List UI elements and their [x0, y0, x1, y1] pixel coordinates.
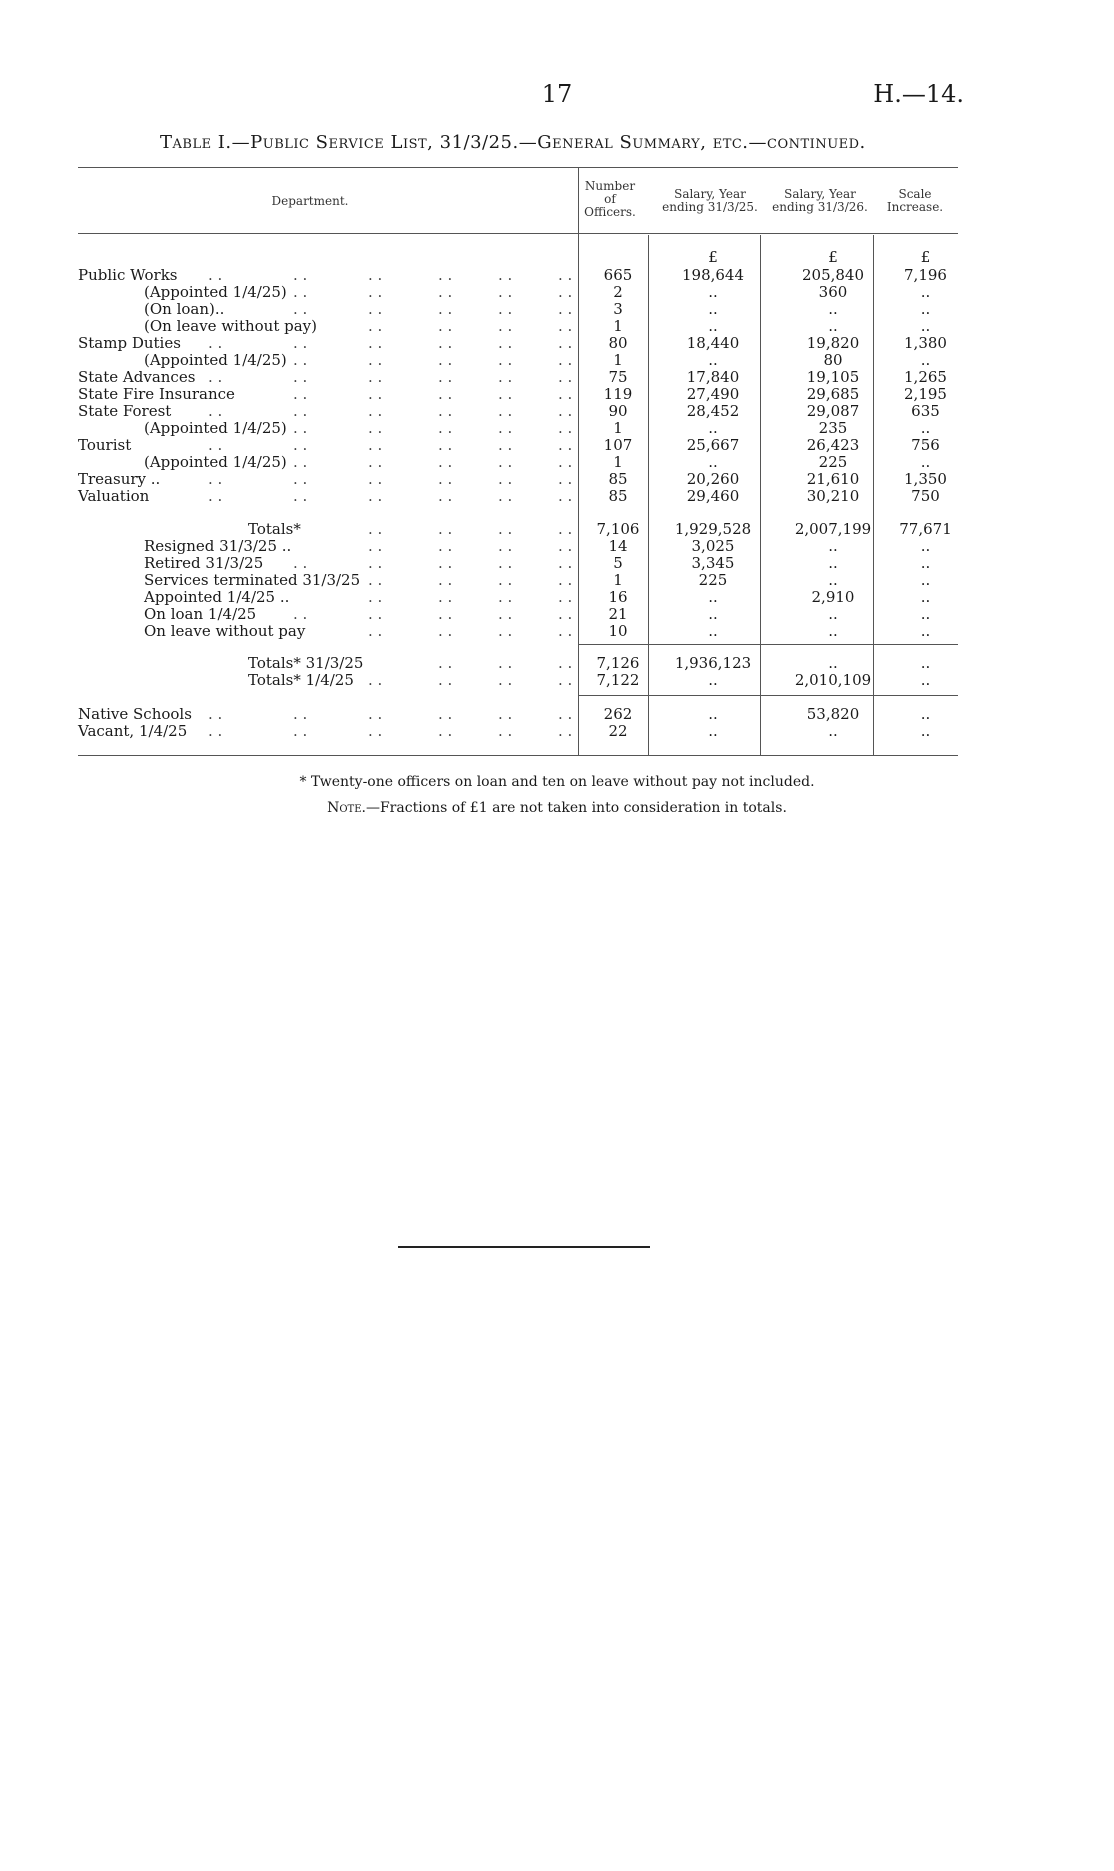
- scale-increase-cell: ..: [920, 537, 931, 555]
- salary-1926-cell: 29,087: [806, 402, 860, 420]
- salary-1925-cell: 225: [698, 571, 728, 589]
- leader-dot: . .: [558, 368, 573, 386]
- unit-salary-1925: £: [708, 248, 718, 266]
- leader-dot: . .: [498, 605, 513, 623]
- leader-dot: . .: [438, 317, 453, 335]
- scale-increase-cell: 7,196: [904, 266, 947, 284]
- leader-dot: . .: [293, 266, 308, 284]
- leader-dot: . .: [558, 571, 573, 589]
- officers-cell: 119: [603, 385, 633, 403]
- leader-dot: . .: [438, 571, 453, 589]
- officers-cell: 3: [613, 300, 623, 318]
- leader-dot: . .: [368, 368, 383, 386]
- officers-cell: 7,106: [596, 520, 640, 538]
- row-label: (Appointed 1/4/25): [144, 419, 287, 437]
- scale-increase-cell: 635: [911, 402, 940, 420]
- leader-dot: . .: [368, 351, 383, 369]
- header-department: Department.: [271, 194, 349, 208]
- row-label: State Fire Insurance: [78, 385, 235, 403]
- salary-1925-cell: 29,460: [686, 487, 740, 505]
- officers-cell: 10: [608, 622, 628, 640]
- salary-1926-cell: ..: [828, 537, 838, 555]
- scale-increase-cell: ..: [920, 571, 931, 589]
- leader-dot: . .: [498, 317, 513, 335]
- leader-dot: . .: [208, 470, 223, 488]
- leader-dot: . .: [558, 402, 573, 420]
- salary-1926-cell: 235: [818, 419, 848, 437]
- salary-1926-cell: 26,423: [806, 436, 860, 454]
- salary-1926-cell: ..: [828, 622, 838, 640]
- leader-dot: . .: [438, 385, 453, 403]
- salary-1925-cell: ..: [708, 722, 718, 740]
- leader-dot: . .: [293, 334, 308, 352]
- leader-dot: . .: [293, 283, 308, 301]
- leader-dot: . .: [368, 300, 383, 318]
- totals-rule: [578, 644, 958, 645]
- leader-dot: . .: [498, 402, 513, 420]
- unit-salary-1926: £: [828, 248, 838, 266]
- salary-1926-cell: 2,010,109: [794, 671, 872, 689]
- row-label: State Forest: [78, 402, 172, 420]
- leader-dot: . .: [293, 300, 308, 318]
- leader-dot: . .: [558, 300, 573, 318]
- leader-dot: . .: [438, 722, 453, 740]
- row-label: Stamp Duties: [78, 334, 181, 352]
- leader-dot: . .: [498, 588, 513, 606]
- row-label: On loan 1/4/25: [144, 605, 257, 623]
- salary-1925-cell: ..: [708, 705, 718, 723]
- table-top-rule: [78, 167, 958, 168]
- salary-1926-cell: 30,210: [806, 487, 860, 505]
- leader-dot: . .: [293, 402, 308, 420]
- salary-1925-cell: 198,644: [681, 266, 745, 284]
- leader-dot: . .: [368, 402, 383, 420]
- scale-increase-cell: 1,350: [904, 470, 947, 488]
- row-label: Services terminated 31/3/25: [144, 571, 361, 589]
- officers-cell: 90: [608, 402, 628, 420]
- col-divider-1: [578, 167, 579, 755]
- leader-dot: . .: [293, 470, 308, 488]
- leader-dot: . .: [498, 571, 513, 589]
- header-scale-increase: Scale Increase.: [886, 187, 944, 214]
- leader-dot: . .: [368, 571, 383, 589]
- scale-increase-cell: ..: [920, 554, 931, 572]
- row-label: (Appointed 1/4/25): [144, 453, 287, 471]
- salary-1925-cell: 1,929,528: [674, 520, 752, 538]
- leader-dot: . .: [558, 351, 573, 369]
- scale-increase-cell: 1,265: [904, 368, 947, 386]
- scale-increase-cell: ..: [920, 419, 931, 437]
- totals-bottom-rule: [578, 695, 958, 696]
- leader-dot: . .: [293, 722, 308, 740]
- leader-dot: . .: [498, 554, 513, 572]
- officers-cell: 2: [613, 283, 623, 301]
- officers-cell: 7,122: [596, 671, 640, 689]
- officers-cell: 1: [613, 419, 623, 437]
- leader-dot: . .: [208, 368, 223, 386]
- salary-1925-cell: 3,345: [691, 554, 735, 572]
- leader-dot: . .: [558, 654, 573, 672]
- leader-dot: . .: [438, 537, 453, 555]
- leader-dot: . .: [208, 436, 223, 454]
- salary-1926-cell: ..: [828, 554, 838, 572]
- salary-1925-cell: ..: [708, 351, 718, 369]
- salary-1925-cell: 18,440: [686, 334, 740, 352]
- row-label: (On loan)..: [144, 300, 225, 318]
- salary-1925-cell: 3,025: [691, 537, 735, 555]
- officers-cell: 7,126: [596, 654, 640, 672]
- unit-scale-increase: £: [920, 248, 931, 266]
- leader-dot: . .: [438, 487, 453, 505]
- leader-dot: . .: [558, 470, 573, 488]
- scale-increase-cell: ..: [920, 705, 931, 723]
- leader-dot: . .: [208, 402, 223, 420]
- row-label: Totals* 1/4/25: [248, 671, 354, 689]
- leader-dot: . .: [438, 334, 453, 352]
- leader-dot: . .: [558, 554, 573, 572]
- leader-dot: . .: [438, 402, 453, 420]
- leader-dot: . .: [498, 334, 513, 352]
- leader-dot: . .: [293, 705, 308, 723]
- leader-dot: . .: [498, 300, 513, 318]
- salary-1926-cell: 2,910: [811, 588, 855, 606]
- leader-dot: . .: [368, 537, 383, 555]
- scale-increase-cell: 750: [911, 487, 940, 505]
- scale-increase-cell: ..: [920, 622, 931, 640]
- row-label: Vacant, 1/4/25: [78, 722, 188, 740]
- leader-dot: . .: [558, 537, 573, 555]
- scale-increase-cell: 2,195: [904, 385, 947, 403]
- leader-dot: . .: [368, 622, 383, 640]
- scale-increase-cell: ..: [920, 671, 931, 689]
- leader-dot: . .: [293, 419, 308, 437]
- officers-cell: 14: [608, 537, 628, 555]
- header-officers: Number of Officers.: [584, 179, 636, 219]
- salary-1925-cell: ..: [708, 317, 718, 335]
- leader-dot: . .: [368, 487, 383, 505]
- salary-1925-cell: ..: [708, 283, 718, 301]
- row-label: Tourist: [78, 436, 132, 454]
- scale-increase-cell: ..: [920, 654, 931, 672]
- leader-dot: . .: [293, 605, 308, 623]
- leader-dot: . .: [438, 705, 453, 723]
- row-label: Appointed 1/4/25 ..: [144, 588, 290, 606]
- leader-dot: . .: [498, 537, 513, 555]
- scale-increase-cell: 1,380: [904, 334, 947, 352]
- officers-cell: 262: [603, 705, 633, 723]
- leader-dot: . .: [438, 300, 453, 318]
- leader-dot: . .: [558, 722, 573, 740]
- leader-dot: . .: [438, 266, 453, 284]
- leader-dot: . .: [293, 368, 308, 386]
- row-label: Valuation: [78, 487, 150, 505]
- leader-dot: . .: [558, 588, 573, 606]
- row-label: (On leave without pay): [144, 317, 317, 335]
- note-text: —Fractions of £1 are not taken into consideration in totals.: [365, 800, 787, 816]
- leader-dot: . .: [558, 622, 573, 640]
- leader-dot: . .: [558, 671, 573, 689]
- officers-cell: 1: [613, 351, 623, 369]
- salary-1925-cell: ..: [708, 588, 718, 606]
- leader-dot: . .: [208, 487, 223, 505]
- leader-dot: . .: [368, 419, 383, 437]
- leader-dot: . .: [498, 622, 513, 640]
- salary-1925-cell: ..: [708, 419, 718, 437]
- leader-dot: . .: [498, 705, 513, 723]
- leader-dot: . .: [558, 385, 573, 403]
- salary-1926-cell: ..: [828, 605, 838, 623]
- salary-1925-cell: ..: [708, 453, 718, 471]
- leader-dot: . .: [208, 266, 223, 284]
- salary-1926-cell: 80: [823, 351, 843, 369]
- leader-dot: . .: [558, 419, 573, 437]
- officers-cell: 85: [608, 470, 628, 488]
- leader-dot: . .: [498, 520, 513, 538]
- leader-dot: . .: [558, 705, 573, 723]
- scale-increase-cell: 77,671: [899, 520, 952, 538]
- salary-1926-cell: 29,685: [806, 385, 860, 403]
- leader-dot: . .: [558, 283, 573, 301]
- row-label: Native Schools: [78, 705, 192, 723]
- leader-dot: . .: [438, 351, 453, 369]
- leader-dot: . .: [208, 705, 223, 723]
- leader-dot: . .: [498, 266, 513, 284]
- leader-dot: . .: [293, 453, 308, 471]
- row-label: Resigned 31/3/25 ..: [144, 537, 292, 555]
- salary-1926-cell: 53,820: [806, 705, 860, 723]
- leader-dot: . .: [498, 419, 513, 437]
- leader-dot: . .: [438, 520, 453, 538]
- salary-1926-cell: 205,840: [801, 266, 865, 284]
- scale-increase-cell: ..: [920, 722, 931, 740]
- leader-dot: . .: [498, 283, 513, 301]
- leader-dot: . .: [368, 317, 383, 335]
- leader-dot: . .: [368, 605, 383, 623]
- salary-1925-cell: ..: [708, 605, 718, 623]
- leader-dot: . .: [558, 317, 573, 335]
- leader-dot: . .: [438, 368, 453, 386]
- leader-dot: . .: [438, 671, 453, 689]
- leader-dot: . .: [498, 487, 513, 505]
- scale-increase-cell: ..: [920, 317, 931, 335]
- leader-dot: . .: [558, 453, 573, 471]
- officers-cell: 16: [608, 588, 628, 606]
- salary-1926-cell: 21,610: [806, 470, 860, 488]
- salary-1925-cell: 17,840: [686, 368, 740, 386]
- leader-dot: . .: [438, 588, 453, 606]
- row-label: Totals* 31/3/25: [248, 654, 364, 672]
- salary-1926-cell: ..: [828, 654, 838, 672]
- leader-dot: . .: [438, 654, 453, 672]
- leader-dot: . .: [208, 722, 223, 740]
- leader-dot: . .: [498, 368, 513, 386]
- header-bottom-rule: [78, 233, 958, 234]
- leader-dot: . .: [558, 436, 573, 454]
- leader-dot: . .: [368, 722, 383, 740]
- officers-cell: 1: [613, 453, 623, 471]
- salary-1926-cell: 360: [818, 283, 848, 301]
- leader-dot: . .: [368, 283, 383, 301]
- scale-increase-cell: ..: [920, 300, 931, 318]
- row-label: Treasury ..: [78, 470, 161, 488]
- leader-dot: . .: [438, 470, 453, 488]
- row-label: (Appointed 1/4/25): [144, 283, 287, 301]
- leader-dot: . .: [208, 334, 223, 352]
- leader-dot: . .: [368, 470, 383, 488]
- leader-dot: . .: [368, 520, 383, 538]
- scale-increase-cell: ..: [920, 588, 931, 606]
- page-number: 17: [541, 80, 573, 108]
- table-title: Table I.—Public Service List, 31/3/25.—General Summary, etc.—continued.: [160, 132, 866, 153]
- leader-dot: . .: [438, 436, 453, 454]
- header-salary-1925: Salary, Year ending 31/3/25.: [662, 187, 758, 214]
- salary-1925-cell: 20,260: [686, 470, 740, 488]
- officers-cell: 1: [613, 317, 623, 335]
- leader-dot: . .: [498, 436, 513, 454]
- salary-1926-cell: ..: [828, 300, 838, 318]
- row-label: Public Works: [78, 266, 178, 284]
- salary-1926-cell: ..: [828, 722, 838, 740]
- officers-cell: 85: [608, 487, 628, 505]
- row-label: Retired 31/3/25: [144, 554, 264, 572]
- officers-cell: 75: [608, 368, 628, 386]
- salary-1925-cell: 1,936,123: [674, 654, 752, 672]
- officers-cell: 22: [608, 722, 628, 740]
- salary-1925-cell: ..: [708, 300, 718, 318]
- officers-cell: 665: [603, 266, 633, 284]
- scale-increase-cell: ..: [920, 605, 931, 623]
- header-salary-1926: Salary, Year ending 31/3/26.: [772, 187, 868, 214]
- salary-1926-cell: ..: [828, 317, 838, 335]
- salary-1926-cell: 2,007,199: [794, 520, 872, 538]
- officers-cell: 107: [603, 436, 633, 454]
- leader-dot: . .: [368, 334, 383, 352]
- salary-1926-cell: 19,820: [806, 334, 860, 352]
- leader-dot: . .: [498, 722, 513, 740]
- leader-dot: . .: [368, 385, 383, 403]
- leader-dot: . .: [558, 520, 573, 538]
- row-label: On leave without pay: [144, 622, 306, 640]
- leader-dot: . .: [438, 554, 453, 572]
- officers-cell: 21: [608, 605, 628, 623]
- officers-cell: 80: [608, 334, 628, 352]
- leader-dot: . .: [293, 487, 308, 505]
- salary-1926-cell: 19,105: [806, 368, 860, 386]
- leader-dot: . .: [368, 266, 383, 284]
- leader-dot: . .: [438, 419, 453, 437]
- leader-dot: . .: [293, 554, 308, 572]
- note-head: Note.: [327, 800, 366, 816]
- scale-increase-cell: ..: [920, 453, 931, 471]
- end-rule: [398, 1246, 650, 1248]
- officers-cell: 5: [613, 554, 623, 572]
- leader-dot: . .: [368, 453, 383, 471]
- leader-dot: . .: [558, 487, 573, 505]
- salary-1926-cell: 225: [818, 453, 848, 471]
- leader-dot: . .: [558, 605, 573, 623]
- table-bottom-rule: [78, 755, 958, 756]
- scale-increase-cell: ..: [920, 351, 931, 369]
- leader-dot: . .: [558, 334, 573, 352]
- leader-dot: . .: [368, 671, 383, 689]
- leader-dot: . .: [498, 470, 513, 488]
- scale-increase-cell: ..: [920, 283, 931, 301]
- leader-dot: . .: [368, 588, 383, 606]
- footnote: * Twenty-one officers on loan and ten on leave without pay not included.: [299, 774, 815, 790]
- leader-dot: . .: [368, 554, 383, 572]
- row-label: State Advances: [78, 368, 196, 386]
- leader-dot: . .: [498, 351, 513, 369]
- leader-dot: . .: [438, 605, 453, 623]
- leader-dot: . .: [293, 351, 308, 369]
- leader-dot: . .: [498, 385, 513, 403]
- salary-1925-cell: ..: [708, 671, 718, 689]
- salary-1926-cell: ..: [828, 571, 838, 589]
- leader-dot: . .: [293, 385, 308, 403]
- leader-dot: . .: [498, 654, 513, 672]
- note: [0, 800, 1114, 816]
- document-reference: H.—14.: [873, 80, 964, 108]
- salary-1925-cell: 27,490: [686, 385, 740, 403]
- leader-dot: . .: [558, 266, 573, 284]
- salary-1925-cell: ..: [708, 622, 718, 640]
- row-label: Totals*: [248, 520, 301, 538]
- officers-cell: 1: [613, 571, 623, 589]
- leader-dot: . .: [438, 453, 453, 471]
- leader-dot: . .: [368, 705, 383, 723]
- leader-dot: . .: [293, 436, 308, 454]
- leader-dot: . .: [368, 436, 383, 454]
- scale-increase-cell: 756: [911, 436, 940, 454]
- leader-dot: . .: [498, 453, 513, 471]
- row-label: (Appointed 1/4/25): [144, 351, 287, 369]
- salary-1925-cell: 25,667: [686, 436, 740, 454]
- leader-dot: . .: [438, 283, 453, 301]
- leader-dot: . .: [438, 622, 453, 640]
- leader-dot: . .: [498, 671, 513, 689]
- salary-1925-cell: 28,452: [686, 402, 740, 420]
